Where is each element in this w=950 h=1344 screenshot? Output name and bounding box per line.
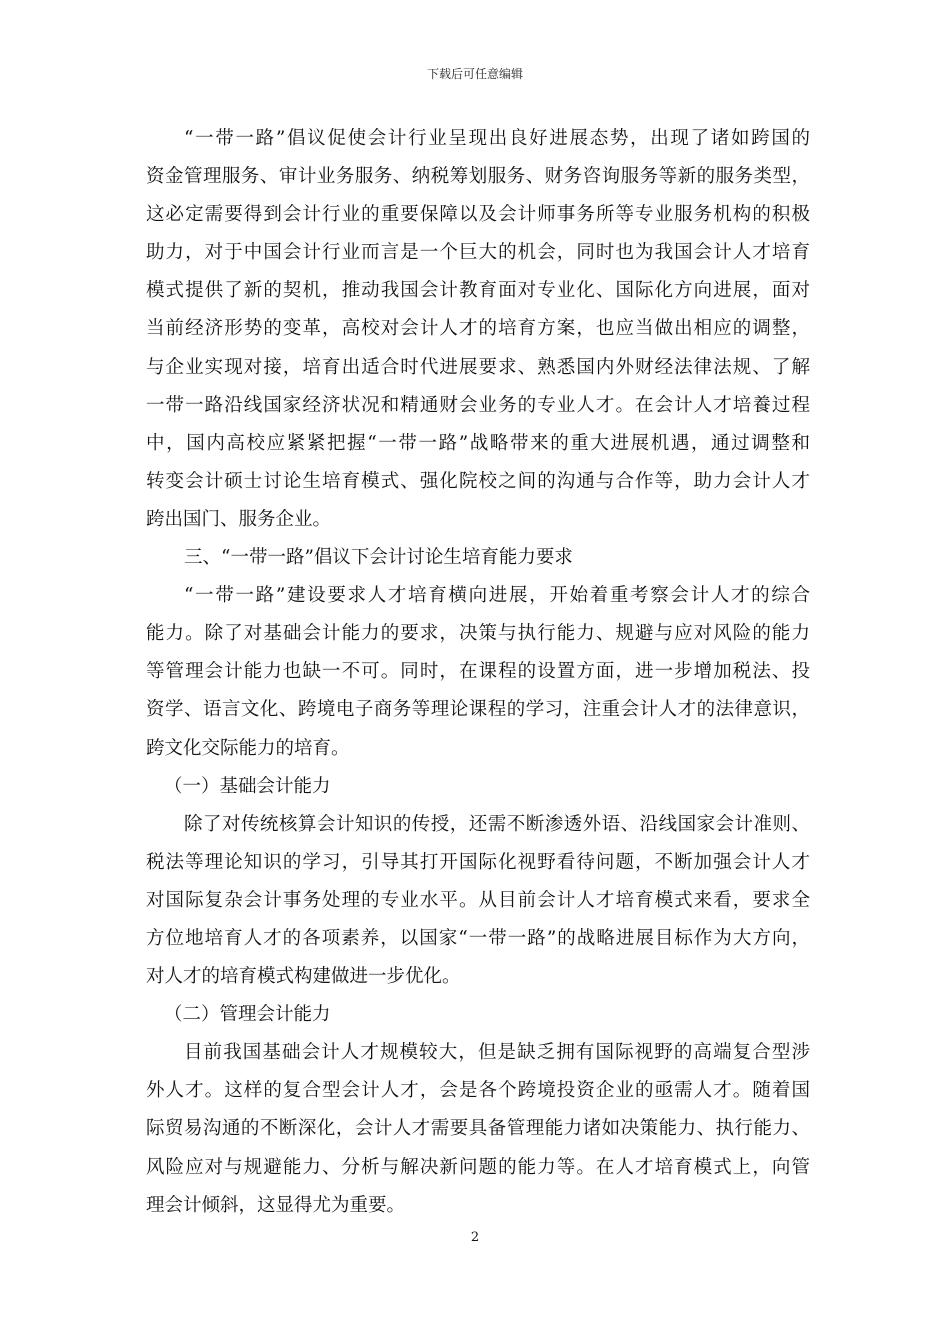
paragraph xyxy=(146,120,810,539)
text-line: 外人才。这样的复合型会计人才，会是各个跨境投资企业的亟需人才。随着国 xyxy=(146,1080,810,1102)
text-line: 风险应对与规避能力、分析与解决新问题的能力等。在人才培育模式上，向管 xyxy=(146,1156,810,1178)
text-line: 方位地培育人才的各项素养，以国家“一带一路”的战略进展目标作为大方向， xyxy=(146,927,810,949)
subsection-heading: （一）基础会计能力 xyxy=(164,775,331,797)
text-line: 资学、语言文化、跨境电子商务等理论课程的学习，注重会计人才的法律意识， xyxy=(146,699,810,721)
text-line: 跨文化交际能力的培育。 xyxy=(146,737,350,759)
text-line: 目前我国基础会计人才规模较大，但是缺乏拥有国际视野的高端复合型涉 xyxy=(184,1042,810,1064)
subsection-heading: （二）管理会计能力 xyxy=(164,1004,331,1026)
text-line: 资金管理服务、审计业务服务、纳税筹划服务、财务咨询服务等新的服务类型， xyxy=(146,166,810,188)
text-line: 等管理会计能力也缺一不可。同时，在课程的设置方面，进一步增加税法、投 xyxy=(146,661,810,683)
text-line: 能力。除了对基础会计能力的要求，决策与执行能力、规避与应对风险的能力 xyxy=(146,623,810,645)
section-heading: 三、“一带一路”倡议下会计讨论生培育能力要求 xyxy=(184,547,573,569)
text-line: 理会计倾斜，这显得尤为重要。 xyxy=(146,1194,406,1216)
text-line: 对人才的培育模式构建做进一步优化。 xyxy=(146,966,461,988)
paragraph xyxy=(146,1034,810,1224)
text-line: 模式提供了新的契机，推动我国会计教育面对专业化、国际化方向进展，面对 xyxy=(146,280,810,302)
text-line: 这必定需要得到会计行业的重要保障以及会计师事务所等专业服务机构的积极 xyxy=(146,204,810,226)
text-line: 际贸易沟通的不断深化，会计人才需要具备管理能力诸如决策能力、执行能力、 xyxy=(146,1118,810,1140)
text-line: 税法等理论知识的学习，引导其打开国际化视野看待问题，不断加强会计人才 xyxy=(146,851,810,873)
paragraph xyxy=(146,577,810,767)
paragraph xyxy=(146,806,810,996)
text-line: 助力，对于中国会计行业而言是一个巨大的机会，同时也为我国会计人才培育 xyxy=(146,242,810,264)
text-line: 转变会计硕士讨论生培育模式、强化院校之间的沟通与合作等，助力会计人才 xyxy=(146,470,810,492)
text-line: “一带一路”建设要求人才培育横向进展，开始着重考察会计人才的综合 xyxy=(184,585,810,607)
text-line: 对国际复杂会计事务处理的专业水平。从目前会计人才培育模式来看，要求全 xyxy=(146,889,810,911)
page-header: 下载后可任意编辑 xyxy=(426,67,523,81)
text-line: 一带一路沿线国家经济状况和精通财会业务的专业人才。在会计人才培養过程 xyxy=(146,394,810,416)
page-number: 2 xyxy=(470,1230,480,1245)
text-line: 跨出国门、服务企业。 xyxy=(146,508,332,530)
text-line: 与企业实现对接，培育出适合时代进展要求、熟悉国内外财经法律法规、了解 xyxy=(146,356,810,378)
text-line: 除了对传统核算会计知识的传授，还需不断渗透外语、沿线国家会计准则、 xyxy=(184,813,810,835)
document-body xyxy=(146,120,810,1225)
text-line: 当前经济形势的变革，高校对会计人才的培育方案，也应当做出相应的调整， xyxy=(146,318,810,340)
text-line: “一带一路”倡议促使会计行业呈现出良好进展态势，出现了诸如跨国的 xyxy=(184,128,810,149)
text-line: 中，国内高校应紧紧把握“一带一路”战略带来的重大进展机遇，通过调整和 xyxy=(146,432,810,454)
